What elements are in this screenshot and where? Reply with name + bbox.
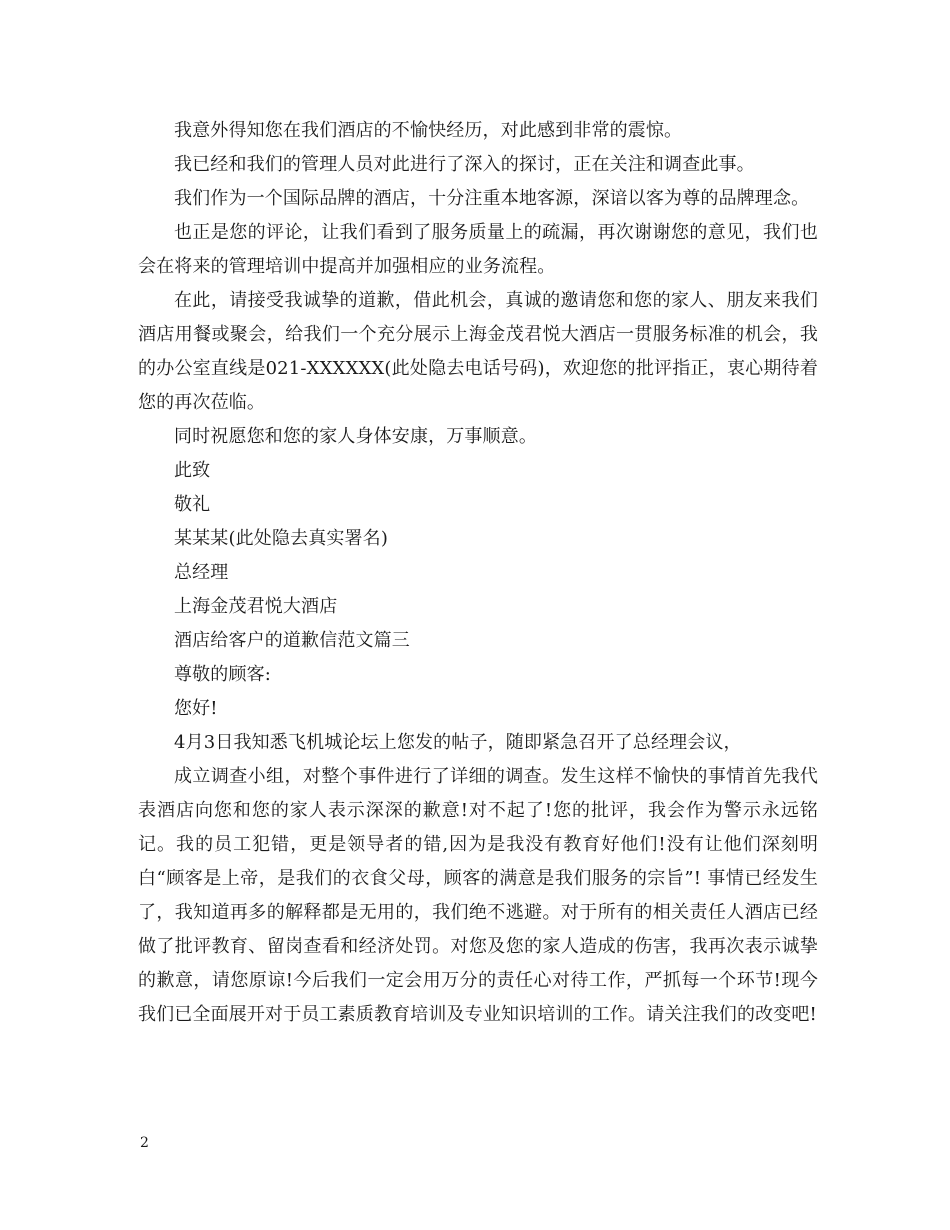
letter-body: [138, 114, 818, 1032]
paragraph-brand: 我们作为一个国际品牌的酒店，十分注重本地客源，深谙以客为尊的品牌理念。: [174, 188, 810, 209]
paragraph-date: 4月3日我知悉飞机城论坛上您发的帖子，随即紧急召开了总经理会议，: [174, 732, 742, 753]
page-number: 2: [140, 1135, 149, 1151]
closing-cizhi: 此致: [174, 460, 211, 481]
salutation: 尊敬的顾客:: [174, 664, 271, 685]
greeting: 您好!: [174, 698, 218, 719]
paragraph-thanks: 也正是您的评论，让我们看到了服务质量上的疏漏，再次谢谢您的意见，我们也会在将来的管理培训中提高并加强相应的业务流程。: [138, 222, 818, 277]
paragraph-shock: 我意外得知您在我们酒店的不愉快经历，对此感到非常的震惊。: [174, 120, 683, 141]
signature-title: 总经理: [174, 562, 229, 583]
signature-hotel: 上海金茂君悦大酒店: [174, 596, 338, 617]
paragraph-wishes: 同时祝愿您和您的家人身体安康，万事顺意。: [174, 426, 537, 447]
paragraph-apology: 成立调查小组，对整个事件进行了详细的调查。发生这样不愉快的事情首先我代表酒店向您和您的家人表示深深的歉意!对不起了!您的批评，我会作为警示永远铭记。我的员工犯错，更是领导者的错,因为是我没有教育好他们!没有让他们深刻明白“顾客是上帝，是我们的衣食父母，顾客的满意是我们服务的宗旨”! 事情已经发生了，我知道再多的解释都是无用的，我们绝不逃避。对于所有的相关责任人酒店已经做了批评教育、留岗查看和经济处罚。对您及您的家人造成的伤害，我再次表示诚挚的歉意，请您原谅!今后我们一定会用万分的责任心对待工作，严抓每一个环节!现今我们已全面展开对于员工素质教育培训及专业知识培训的工作。请关注我们的改变吧!: [138, 766, 818, 1025]
paragraph-invitation: 在此，请接受我诚挚的道歉，借此机会，真诚的邀请您和您的家人、朋友来我们酒店用餐或聚会，给我们一个充分展示上海金茂君悦大酒店一贯服务标准的机会，我的办公室直线是021-XXXXXX(此处隐去电话号码)，欢迎您的批评指正，衷心期待着您的再次莅临。: [138, 290, 818, 413]
signature-name: 某某某(此处隐去真实署名): [174, 528, 388, 549]
section-heading: 酒店给客户的道歉信范文篇三: [174, 630, 410, 651]
paragraph-investigation: 我已经和我们的管理人员对此进行了深入的探讨，正在关注和调查此事。: [174, 154, 755, 175]
closing-jingli: 敬礼: [174, 494, 211, 515]
